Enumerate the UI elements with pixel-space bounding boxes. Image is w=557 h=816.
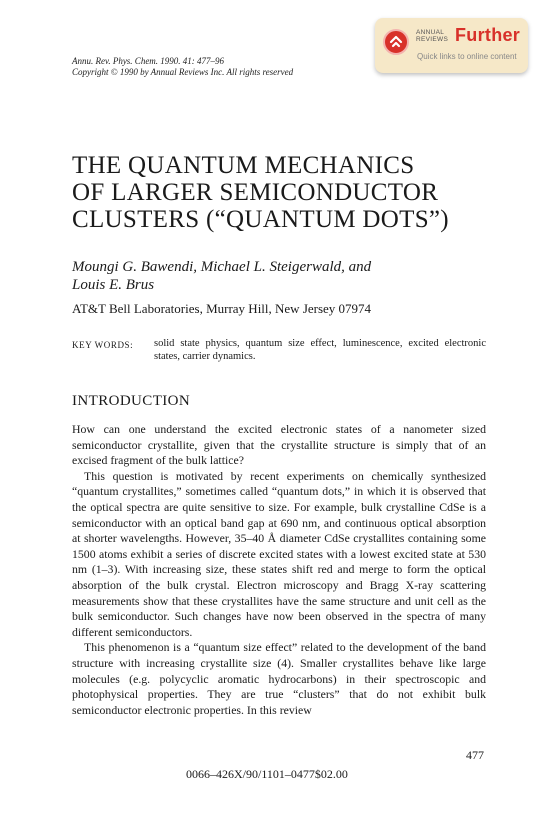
page-number: 477 (466, 748, 484, 762)
badge-publisher-line1: ANNUAL (416, 29, 445, 36)
article-title (72, 152, 449, 233)
body-paragraph: How can one understand the excited electronic states of a nanometer sized semiconductor crystallite, given that the crystallite structure is simply that of an excised fragment of the bulk lattice? (72, 422, 486, 468)
keywords-label: KEY WORDS: (72, 340, 134, 350)
title-line: OF LARGER SEMICONDUCTOR (72, 179, 439, 206)
title-line: THE QUANTUM MECHANICS (72, 152, 415, 179)
keywords-text: solid state physics, quantum size effect, luminescence, excited electronic states, carrier dynamics. (154, 338, 486, 362)
article-body (72, 422, 486, 718)
authors-line: Louis E. Brus (72, 277, 155, 293)
badge-subtitle: Quick links to online content (417, 52, 517, 61)
title-line: CLUSTERS (“QUANTUM DOTS”) (72, 206, 449, 233)
authors-line: Moungi G. Bawendi, Michael L. Steigerwald, and (72, 259, 372, 275)
body-paragraph: This phenomenon is a “quantum size effect” related to the development of the band structure with increasing crystallite size (4). Smaller crystallites behave like large molecules (e.g. polycyclic aromatic hydrocarbons) in their spectroscopic and photophysical properties. They are true “clusters” that do not exhibit bulk semiconductor electronic properties. In this review (72, 640, 486, 717)
author-affiliation: AT&T Bell Laboratories, Murray Hill, New Jersey 07974 (72, 301, 372, 316)
citation-line-copyright: Copyright © 1990 by Annual Reviews Inc. All rights reserved (72, 67, 294, 77)
badge-publisher-line2: REVIEWS (416, 36, 449, 43)
badge-publisher-name (416, 29, 448, 43)
citation-line-journal: Annu. Rev. Phys. Chem. 1990. 41: 477–96 (72, 56, 225, 66)
journal-citation (72, 56, 293, 78)
badge-further-label: Further (455, 25, 521, 45)
price-code: 0066–426X/90/1101–0477$02.00 (186, 767, 348, 781)
annual-reviews-logo-icon (383, 29, 409, 55)
further-online-content-badge[interactable] (375, 18, 528, 73)
article-authors (72, 258, 371, 294)
section-heading: INTRODUCTION (72, 393, 191, 409)
body-paragraph: This question is motivated by recent experiments on chemically synthesized “quantum crystallites,” sometimes called “quantum dots,” in which it is observed that the optical spectra are quite sensitive to size. For example, bulk crystalline CdSe is a semiconductor with an optical band gap at 690 nm, and continuous optical absorption at shorter wavelengths. However, 35–40 Å diameter CdSe crystallites containing some 1500 atoms exhibit a series of discrete excited states with a lowest excited state at 530 nm (1–3). With increasing size, these states shift red and merge to form the optical absorption of the bulk crystal. Electron microscopy and Bragg X-ray scattering measurements show that these crystallites have the same structure and unit cell as the bulk semiconductor. Such changes have now been observed in the spectra of many different semiconductors. (72, 468, 486, 639)
